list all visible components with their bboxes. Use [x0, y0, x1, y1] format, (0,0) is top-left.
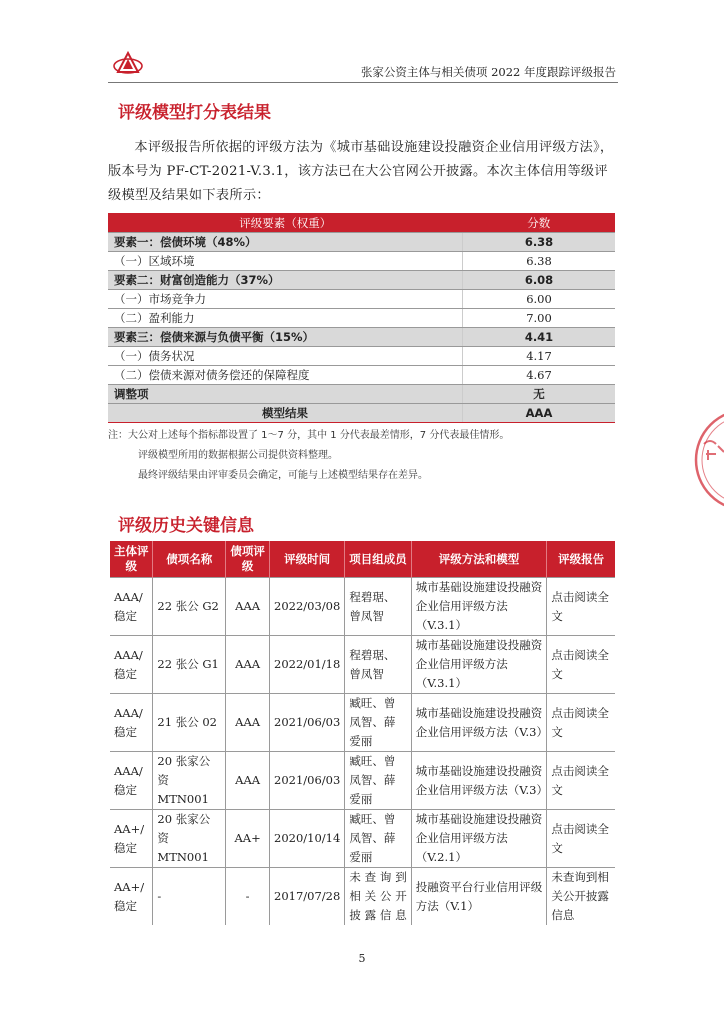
rating-history-table	[110, 541, 615, 925]
history-method: 城市基础设施建设投融资企业信用评级方法（V.3.1）	[411, 578, 547, 636]
history-date: 2021/06/03	[270, 752, 345, 810]
history-date: 2017/07/28	[270, 868, 345, 926]
history-header-entity-rating: 主体评级	[110, 541, 153, 578]
score-row	[108, 290, 615, 309]
history-bond-rating: AAA	[226, 752, 270, 810]
score-row-label: 要素一：偿债环境（48%）	[108, 233, 463, 252]
score-row-value: 6.38	[463, 233, 616, 252]
score-row-value: 4.41	[463, 328, 616, 347]
score-row-value: 4.67	[463, 366, 616, 385]
history-entity-rating: AAA/稳定	[110, 578, 153, 636]
history-entity-rating: AA+/稳定	[110, 810, 153, 868]
dagong-logo-icon	[112, 50, 144, 78]
history-method: 城市基础设施建设投融资企业信用评级方法（V.3）	[411, 752, 547, 810]
history-report-link[interactable]: 点击阅读全文	[547, 810, 615, 868]
note-line: 最终评级结果由评审委员会确定，可能与上述模型结果存在差异。	[138, 470, 428, 481]
history-table-header	[110, 541, 615, 578]
history-header-bond-name: 债项名称	[153, 541, 226, 578]
note-line: 评级模型所用的数据根据公司提供资料整理。	[138, 450, 338, 461]
score-row-value: 无	[463, 385, 616, 404]
history-date: 2022/01/18	[270, 636, 345, 694]
history-date: 2021/06/03	[270, 694, 345, 752]
score-row	[108, 366, 615, 385]
header-title: 张家公资主体与相关债项 2022 年度跟踪评级报告	[360, 65, 616, 79]
history-row	[110, 868, 615, 926]
history-header-members: 项目组成员	[345, 541, 411, 578]
history-bond-name: 22 张公 G2	[153, 578, 226, 636]
history-report-link[interactable]: 点击阅读全文	[547, 578, 615, 636]
history-row	[110, 578, 615, 636]
history-row	[110, 810, 615, 868]
history-header-bond-rating: 债项评级	[226, 541, 270, 578]
history-bond-name: -	[153, 868, 226, 926]
note-line: 注：大公对上述每个指标都设置了 1～7 分，其中 1 分代表最差情形，7 分代表最佳情形。	[108, 430, 510, 441]
score-row-value: 7.00	[463, 309, 616, 328]
history-bond-rating: AAA	[226, 578, 270, 636]
history-report-note: 未查询到相关公开披露信息	[547, 868, 615, 926]
table-notes	[108, 426, 616, 486]
red-seal-stamp	[684, 404, 724, 524]
history-method: 城市基础设施建设投融资企业信用评级方法（V.3）	[411, 694, 547, 752]
history-method: 城市基础设施建设投融资企业信用评级方法（V.3.1）	[411, 636, 547, 694]
history-bond-rating: AA+	[226, 810, 270, 868]
section-title-rating-history: 评级历史关键信息	[118, 516, 254, 536]
score-row	[108, 271, 615, 290]
history-members: 臧旺、曾凤智、薛爱丽	[345, 752, 411, 810]
history-report-link[interactable]: 点击阅读全文	[547, 636, 615, 694]
score-row	[108, 328, 615, 347]
score-row-label: 调整项	[108, 385, 463, 404]
history-members: 臧旺、曾凤智、薛爱丽	[345, 810, 411, 868]
score-row-label: （二）盈利能力	[108, 309, 463, 328]
history-row	[110, 694, 615, 752]
header-divider	[108, 82, 618, 83]
score-row-value: AAA	[463, 404, 616, 423]
history-report-link[interactable]: 点击阅读全文	[547, 752, 615, 810]
score-row	[108, 347, 615, 366]
score-row-label: 要素三：偿债来源与负债平衡（15%）	[108, 328, 463, 347]
section-title-model-score: 评级模型打分表结果	[118, 103, 271, 123]
history-row	[110, 636, 615, 694]
score-row-value: 6.38	[463, 252, 616, 271]
history-bond-name: 20 张家公资 MTN001	[153, 752, 226, 810]
history-bond-rating: AAA	[226, 636, 270, 694]
history-bond-rating: AAA	[226, 694, 270, 752]
history-bond-name: 20 张家公资 MTN001	[153, 810, 226, 868]
score-row-value: 4.17	[463, 347, 616, 366]
score-row-label: （一）市场竞争力	[108, 290, 463, 309]
score-table-header	[108, 213, 615, 233]
page-number: 5	[358, 952, 366, 965]
history-members: 程碧琚、曾凤智	[345, 578, 411, 636]
history-bond-name: 21 张公 02	[153, 694, 226, 752]
history-bond-rating: -	[226, 868, 270, 926]
history-header-method: 评级方法和模型	[411, 541, 547, 578]
history-bond-name: 22 张公 G1	[153, 636, 226, 694]
intro-paragraph	[108, 136, 616, 208]
history-date: 2022/03/08	[270, 578, 345, 636]
history-header-date: 评级时间	[270, 541, 345, 578]
history-header-report: 评级报告	[547, 541, 615, 578]
history-members: 臧旺、曾凤智、薛爱丽	[345, 694, 411, 752]
score-row-label: （二）偿债来源对债务偿还的保障程度	[108, 366, 463, 385]
score-row-label: 要素二：财富创造能力（37%）	[108, 271, 463, 290]
score-row-label: （一）债务状况	[108, 347, 463, 366]
score-row-label: 模型结果	[108, 404, 463, 423]
history-report-link[interactable]: 点击阅读全文	[547, 694, 615, 752]
score-row-value: 6.00	[463, 290, 616, 309]
history-method: 投融资平台行业信用评级方法（V.1）	[411, 868, 547, 926]
history-method: 城市基础设施建设投融资企业信用评级方法（V.2.1）	[411, 810, 547, 868]
history-entity-rating: AAA/稳定	[110, 636, 153, 694]
score-header-score: 分数	[463, 213, 616, 233]
history-entity-rating: AAA/稳定	[110, 694, 153, 752]
history-members: 程碧琚、曾凤智	[345, 636, 411, 694]
score-row	[108, 233, 615, 252]
score-row-value: 6.08	[463, 271, 616, 290]
score-row	[108, 252, 615, 271]
history-entity-rating: AAA/稳定	[110, 752, 153, 810]
history-entity-rating: AA+/稳定	[110, 868, 153, 926]
score-row-label: （一）区域环境	[108, 252, 463, 271]
history-row	[110, 752, 615, 810]
score-table	[108, 213, 615, 423]
history-members: 未查询到相关公开披露信息	[345, 868, 411, 926]
score-header-factor: 评级要素（权重）	[108, 213, 463, 233]
intro-paragraph-text: 本评级报告所依据的评级方法为《城市基础设施建设投融资企业信用评级方法》，版本号为 PF-CT-2021-V.3.1，该方法已在大公官网公开披露。本次主体信用等级评级模型及结果如下表所示：	[108, 140, 614, 203]
history-date: 2020/10/14	[270, 810, 345, 868]
score-row	[108, 309, 615, 328]
score-row-adjustment	[108, 385, 615, 404]
score-row-result	[108, 404, 615, 423]
